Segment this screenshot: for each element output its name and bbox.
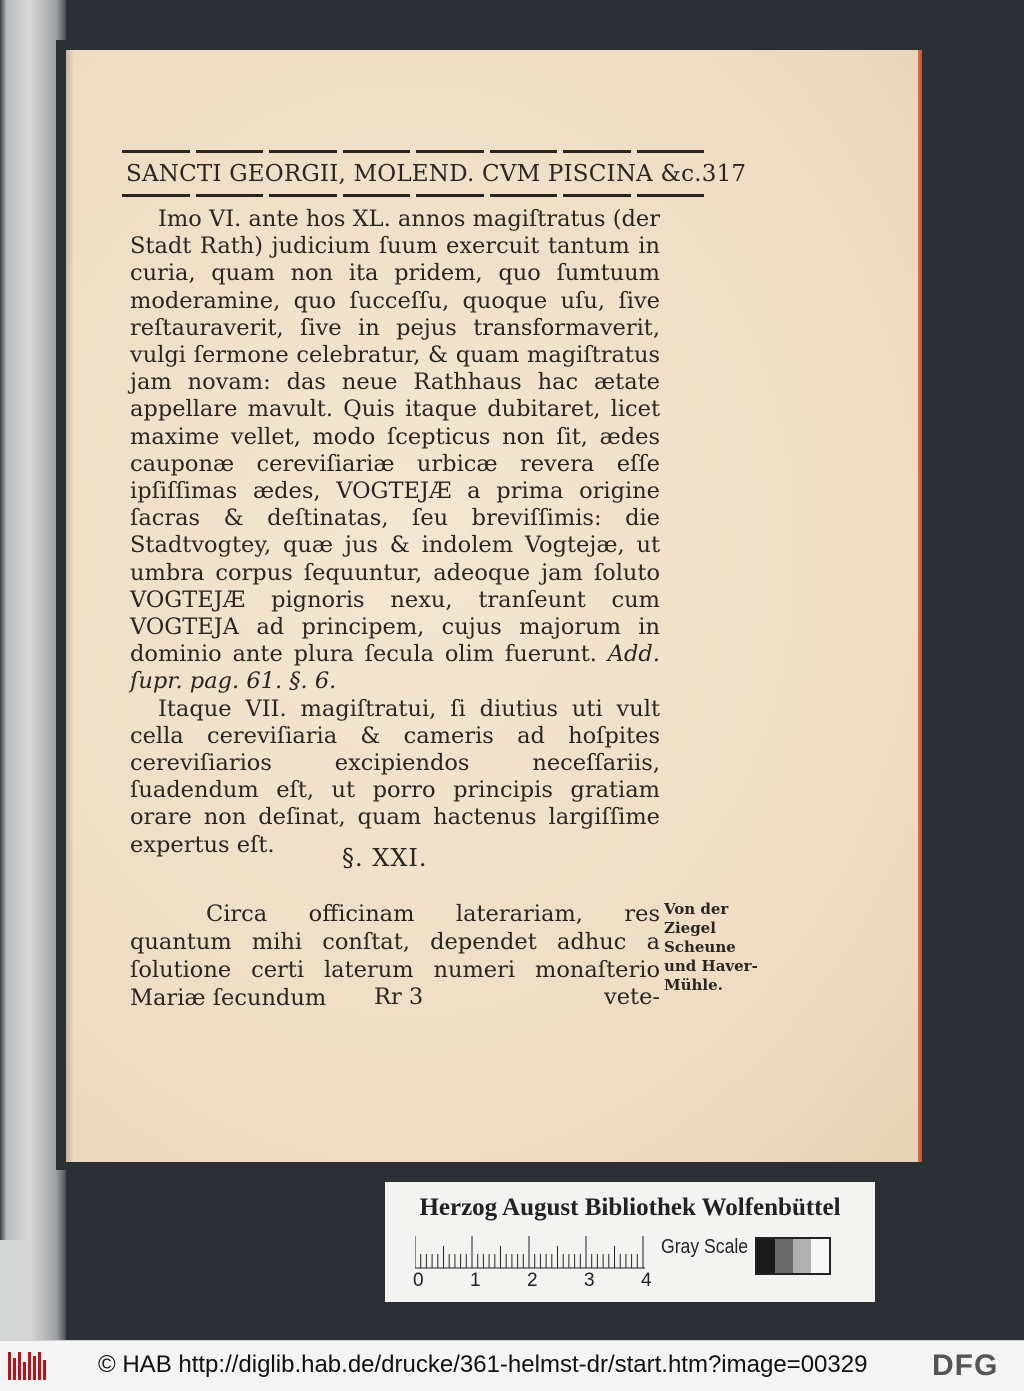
running-head (126, 161, 747, 191)
margin-note: Von der Ziegel Scheune und Haver-Mühle. (664, 900, 758, 994)
head-rule-bottom (122, 194, 704, 198)
page-number: 317 (701, 161, 747, 187)
ruler-label-0: 0 (413, 1270, 424, 1291)
signature-mark: Rr 3 (374, 984, 424, 1010)
running-head-title: SANCTI GEORGII, MOLEND. CVM PISCINA &c. (126, 161, 702, 187)
ruler-label-4: 4 (641, 1270, 652, 1291)
dfg-logo: DFG (932, 1349, 999, 1382)
page-gutter-shadow (66, 50, 74, 1162)
ruler-scale (415, 1234, 655, 1274)
left-color-strip (0, 1240, 28, 1340)
ruler-label-3: 3 (584, 1270, 595, 1291)
footer-credit-link[interactable]: © HAB http://diglib.hab.de/drucke/361-helmst-dr/start.htm?image=00329 (98, 1351, 868, 1378)
cross-reference: Add. ſupr. pag. 61. §. 6. (130, 641, 660, 695)
ruler-label-2: 2 (527, 1270, 538, 1291)
section-heading: §. XXI. (342, 844, 428, 872)
footer-bar (0, 1340, 1024, 1391)
paragraph-3-text: Circa officinam laterariam, res quantum mihi conſtat, dependet adhuc a ſolutione certi laterum numeri monaſterio Mariæ ſecundum (130, 901, 660, 1011)
ruler-label-1: 1 (470, 1270, 481, 1291)
paragraph-1 (130, 206, 660, 696)
gray-scale-swatch (755, 1237, 831, 1275)
body-text (130, 206, 660, 859)
library-name: Herzog August Bibliothek Wolfenbüttel (419, 1194, 841, 1221)
head-rule-top (122, 150, 704, 154)
book-spine (56, 40, 66, 1170)
book-page (66, 50, 918, 1162)
library-label (385, 1182, 875, 1302)
paragraph-2: Itaque VII. magiſtratui, ſi diutius uti vult cella cereviſiaria & cameris ad hoſpites cereviſiarios excipiendos neceſſariis, ſuadendum eſt, ut porro principis gratiam orare non deſinat, quam hactenus largiſſime expertus eſt. (130, 695, 660, 858)
paragraph-1-text: Imo VI. ante hos XL. annos magiſtratus (der Stadt Rath) judicium ſuum exercuit tantum in curia, quam non ita pridem, quo ſumtuum moderamine, quo ſucceſſu, quoque uſu, ſive reſtauraverit, ſive in pejus transformaverit, vulgi ſermone celebratur, & quam magiſtratus jam novam: das neue Rathhaus hac ætate appellare mavult. Quis itaque dubitaret, licet maxime vellet, modo ſcepticus non ſit, ædes cauponæ cereviſiariæ urbicæ revera eſſe ipſiſſimas ædes, VOGTEJÆ a prima origine ſacras & deſtinatas, ſeu breviſſimis: die Stadtvogtey, quæ jus & indolem Vogtejæ, ut umbra corpus ſequuntur, adeoque jam ſoluto VOGTEJÆ pignoris nexu, tranſeunt cum VOGTEJA ad principem, cujus majorum in dominio ante plura ſecula olim fuerunt. (130, 206, 660, 668)
gray-scale-label: Gray Scale (661, 1236, 749, 1258)
page-foot (130, 984, 660, 1012)
ruler-labels (415, 1270, 675, 1292)
catchword: vete- (604, 984, 660, 1010)
hab-logo-icon (8, 1352, 48, 1380)
